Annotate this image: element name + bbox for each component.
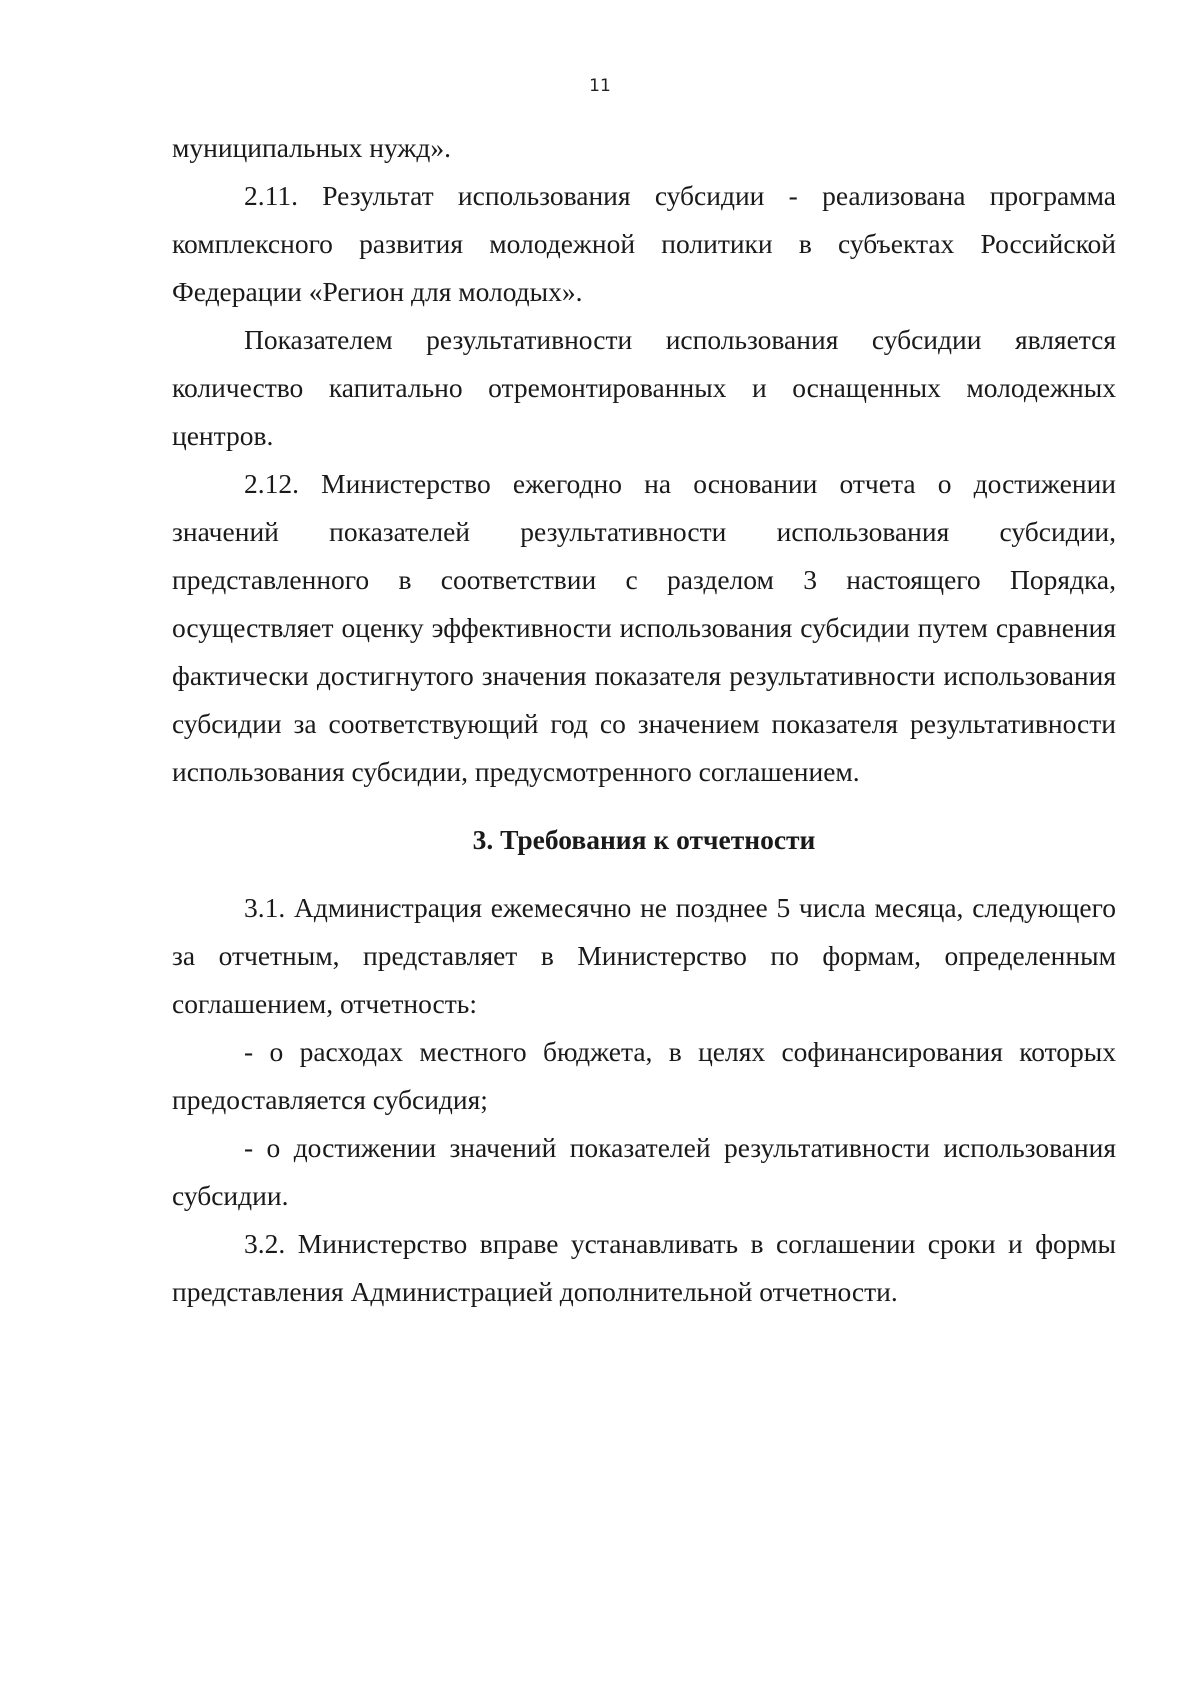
- paragraph-2-12: 2.12. Министерство ежегодно на основании отчета о достижении значений показателей результативности использования субсидии, представленного в соответствии с разделом 3 настоящего Порядка, осуществляет оценку эффективности использования субсидии путем сравнения фактически достигнутого значения показателя результативности использования субсидии за соответствующий год со значением показателя результативности использования субсидии, предусмотренного соглашением.: [172, 468, 1116, 787]
- paragraph-2-11: 2.11. Результат использования субсидии - реализована программа комплексного развития молодежной политики в субъектах Российской Федерации «Регион для молодых».: [172, 180, 1116, 307]
- list-item-indicators: - о достижении значений показателей результативности использования субсидии.: [172, 1132, 1116, 1211]
- document-body: [172, 124, 1116, 1316]
- page-number: 11: [589, 76, 611, 96]
- list-item-expenses: - о расходах местного бюджета, в целях софинансирования которых предоставляется субсидия;: [172, 1036, 1116, 1115]
- paragraph-indicator: Показателем результативности использования субсидии является количество капитально отремонтированных и оснащенных молодежных центров.: [172, 324, 1116, 451]
- section-heading: 3. Требования к отчетности: [472, 824, 816, 855]
- paragraph-continuation: муниципальных нужд».: [172, 132, 451, 163]
- paragraph-3-1: 3.1. Администрация ежемесячно не позднее 5 числа месяца, следующего за отчетным, представляет в Министерство по формам, определенным соглашением, отчетность:: [172, 892, 1116, 1019]
- paragraph-3-2: 3.2. Министерство вправе устанавливать в соглашении сроки и формы представления Администрацией дополнительной отчетности.: [172, 1228, 1116, 1307]
